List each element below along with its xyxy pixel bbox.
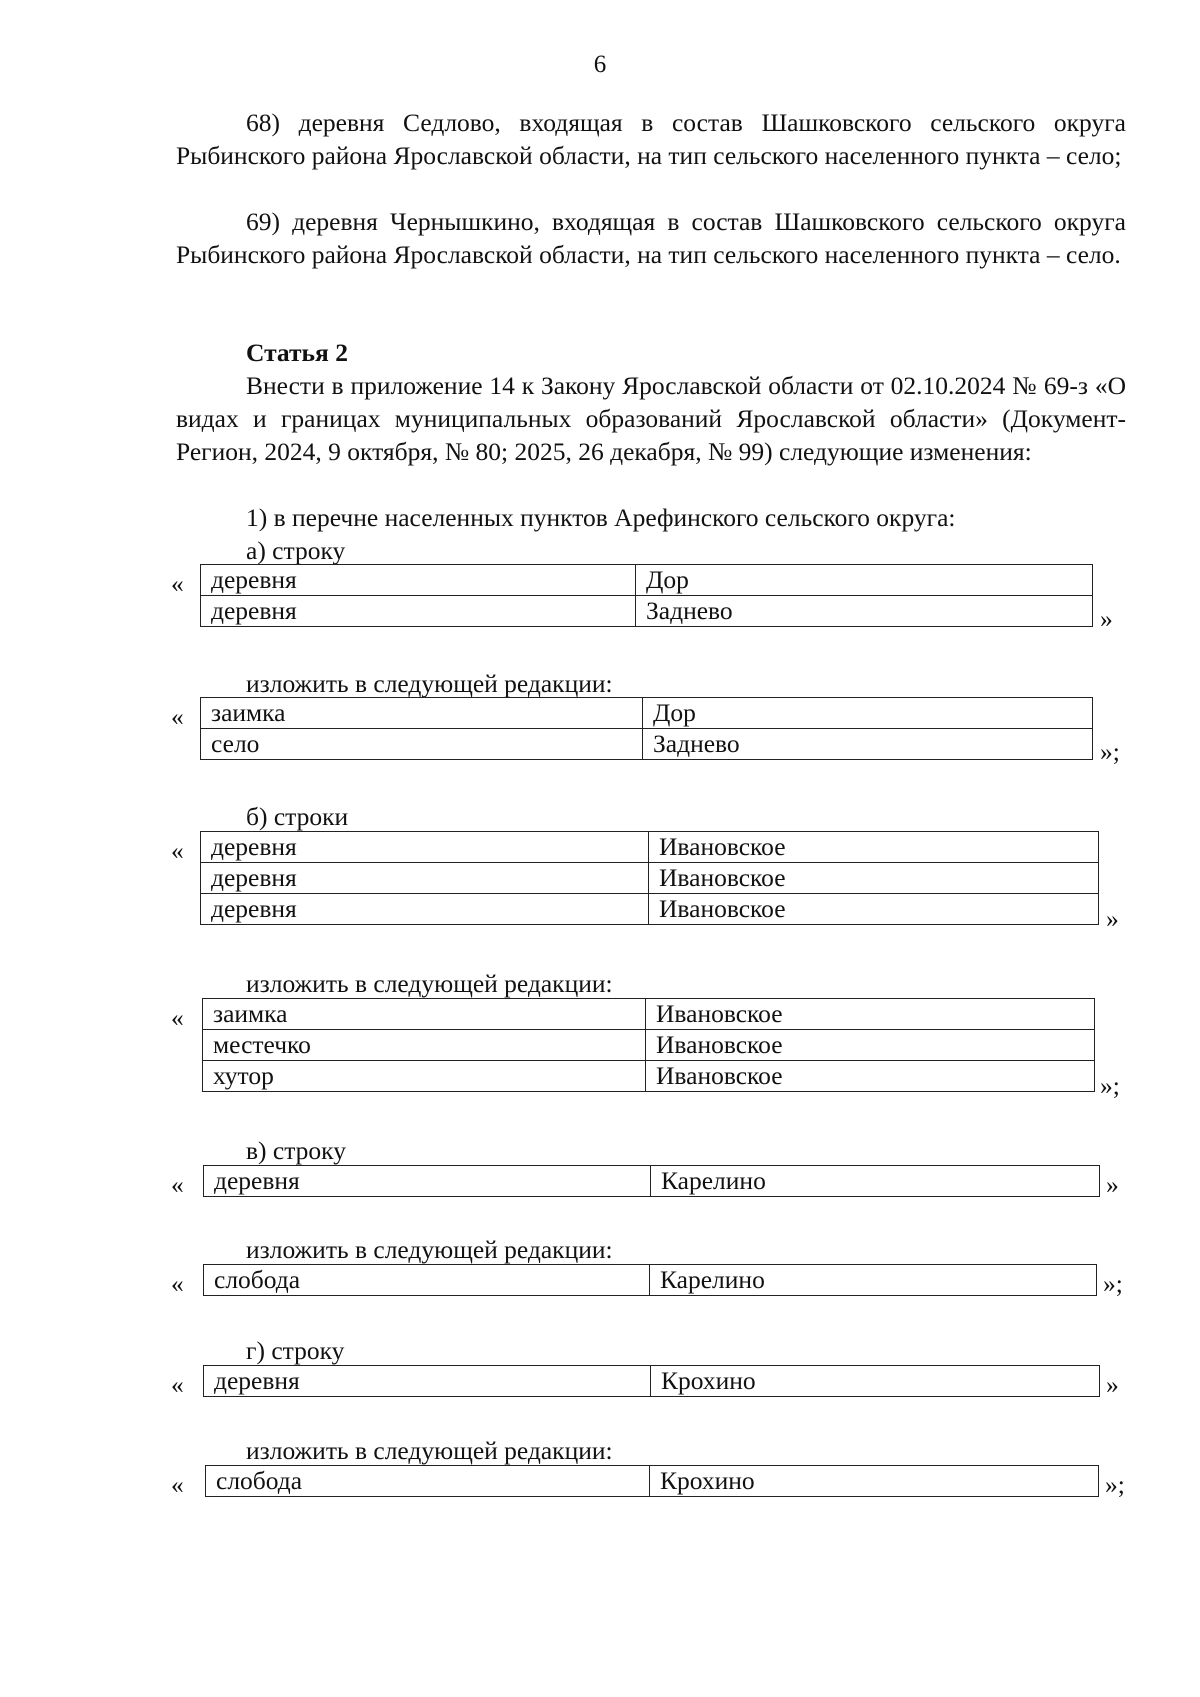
section-v-after-label: изложить в следующей редакции: [246,1235,613,1264]
table-row [201,729,1093,760]
table-cell-name: Ивановское [646,999,1095,1030]
table-cell-name: Заднево [643,729,1093,760]
open-quote: « [171,1470,184,1499]
table-cell-name: Карелино [650,1265,1097,1296]
open-quote: « [171,1170,184,1199]
point-1-text: 1) в перечне населенных пунктов Арефинского сельского округа: [246,503,956,532]
table-row [203,1061,1095,1092]
close-quote: » [1100,604,1113,633]
table-cell-type: слобода [206,1466,650,1497]
table-cell-name: Дор [636,565,1093,596]
table-row [201,596,1093,627]
table-row [201,894,1099,925]
table-cell-type: местечко [203,1030,646,1061]
close-quote-semicolon: »; [1100,1071,1120,1100]
table-cell-type: деревня [201,894,649,925]
paragraph-item-69 [176,205,1126,271]
open-quote: « [171,1003,184,1032]
close-quote: » [1106,1370,1119,1399]
open-quote: « [171,1269,184,1298]
table-cell-type: село [201,729,643,760]
table-g-before [203,1365,1100,1397]
close-quote: » [1106,1170,1119,1199]
close-quote-semicolon: »; [1105,1470,1125,1499]
table-row [201,832,1099,863]
section-g-label: г) строку [246,1336,345,1365]
open-quote: « [171,569,184,598]
table-v-before [203,1165,1100,1197]
open-quote: « [171,836,184,865]
table-cell-type: деревня [201,565,636,596]
table-a-after [200,697,1093,760]
table-cell-name: Дор [643,698,1093,729]
table-row [204,1366,1100,1397]
table-cell-name: Крохино [651,1366,1100,1397]
table-cell-type: деревня [201,596,636,627]
table-row [203,1030,1095,1061]
section-a-label: а) строку [246,536,346,565]
paragraph-item-68 [176,106,1126,172]
table-cell-name: Ивановское [649,832,1099,863]
section-a-after-label: изложить в следующей редакции: [246,669,613,698]
table-cell-name: Ивановское [649,894,1099,925]
section-b-label: б) строки [246,802,349,831]
table-row [201,565,1093,596]
table-cell-type: слобода [204,1265,650,1296]
table-cell-type: заимка [201,698,643,729]
table-cell-type: хутор [203,1061,646,1092]
close-quote: » [1106,904,1119,933]
table-cell-type: деревня [204,1166,651,1197]
table-cell-type: заимка [203,999,646,1030]
table-row [201,863,1099,894]
table-cell-type: деревня [204,1366,651,1397]
table-cell-name: Карелино [651,1166,1100,1197]
article-2-title: Статья 2 [246,338,348,367]
table-cell-name: Ивановское [649,863,1099,894]
table-a-before [200,564,1093,627]
section-g-after-label: изложить в следующей редакции: [246,1436,613,1465]
table-b-after [202,998,1095,1092]
table-row [206,1466,1099,1497]
table-row [204,1166,1100,1197]
article-2-intro [176,369,1126,468]
item-68-text: 68) деревня Седлово, входящая в состав Шашковского сельского округа Рыбинского района Ярославской области, на тип сельского населенного пункта – село; [176,108,1126,170]
section-b-after-label: изложить в следующей редакции: [246,969,613,998]
table-cell-name: Ивановское [646,1061,1095,1092]
section-v-label: в) строку [246,1136,346,1165]
table-b-before [200,831,1099,925]
table-v-after [203,1264,1097,1296]
open-quote: « [171,1370,184,1399]
table-cell-name: Ивановское [646,1030,1095,1061]
page-number: 6 [593,51,607,78]
table-cell-type: деревня [201,832,649,863]
table-row [201,698,1093,729]
table-cell-name: Крохино [650,1466,1099,1497]
table-row [204,1265,1097,1296]
article-2-intro-text: Внести в приложение 14 к Закону Ярославской области от 02.10.2024 № 69-з «О видах и границах муниципальных образований Ярославской области» (Документ-Регион, 2024, 9 октября, № 80; 2025, 26 декабря, № 99) следующие изменения: [176,371,1126,466]
close-quote-semicolon: »; [1103,1269,1123,1298]
open-quote: « [171,702,184,731]
table-cell-name: Заднево [636,596,1093,627]
table-row [203,999,1095,1030]
table-cell-type: деревня [201,863,649,894]
table-g-after [205,1465,1099,1497]
close-quote-semicolon: »; [1100,737,1120,766]
item-69-text: 69) деревня Чернышкино, входящая в состав Шашковского сельского округа Рыбинского района Ярославской области, на тип сельского населенного пункта – село. [176,207,1126,269]
